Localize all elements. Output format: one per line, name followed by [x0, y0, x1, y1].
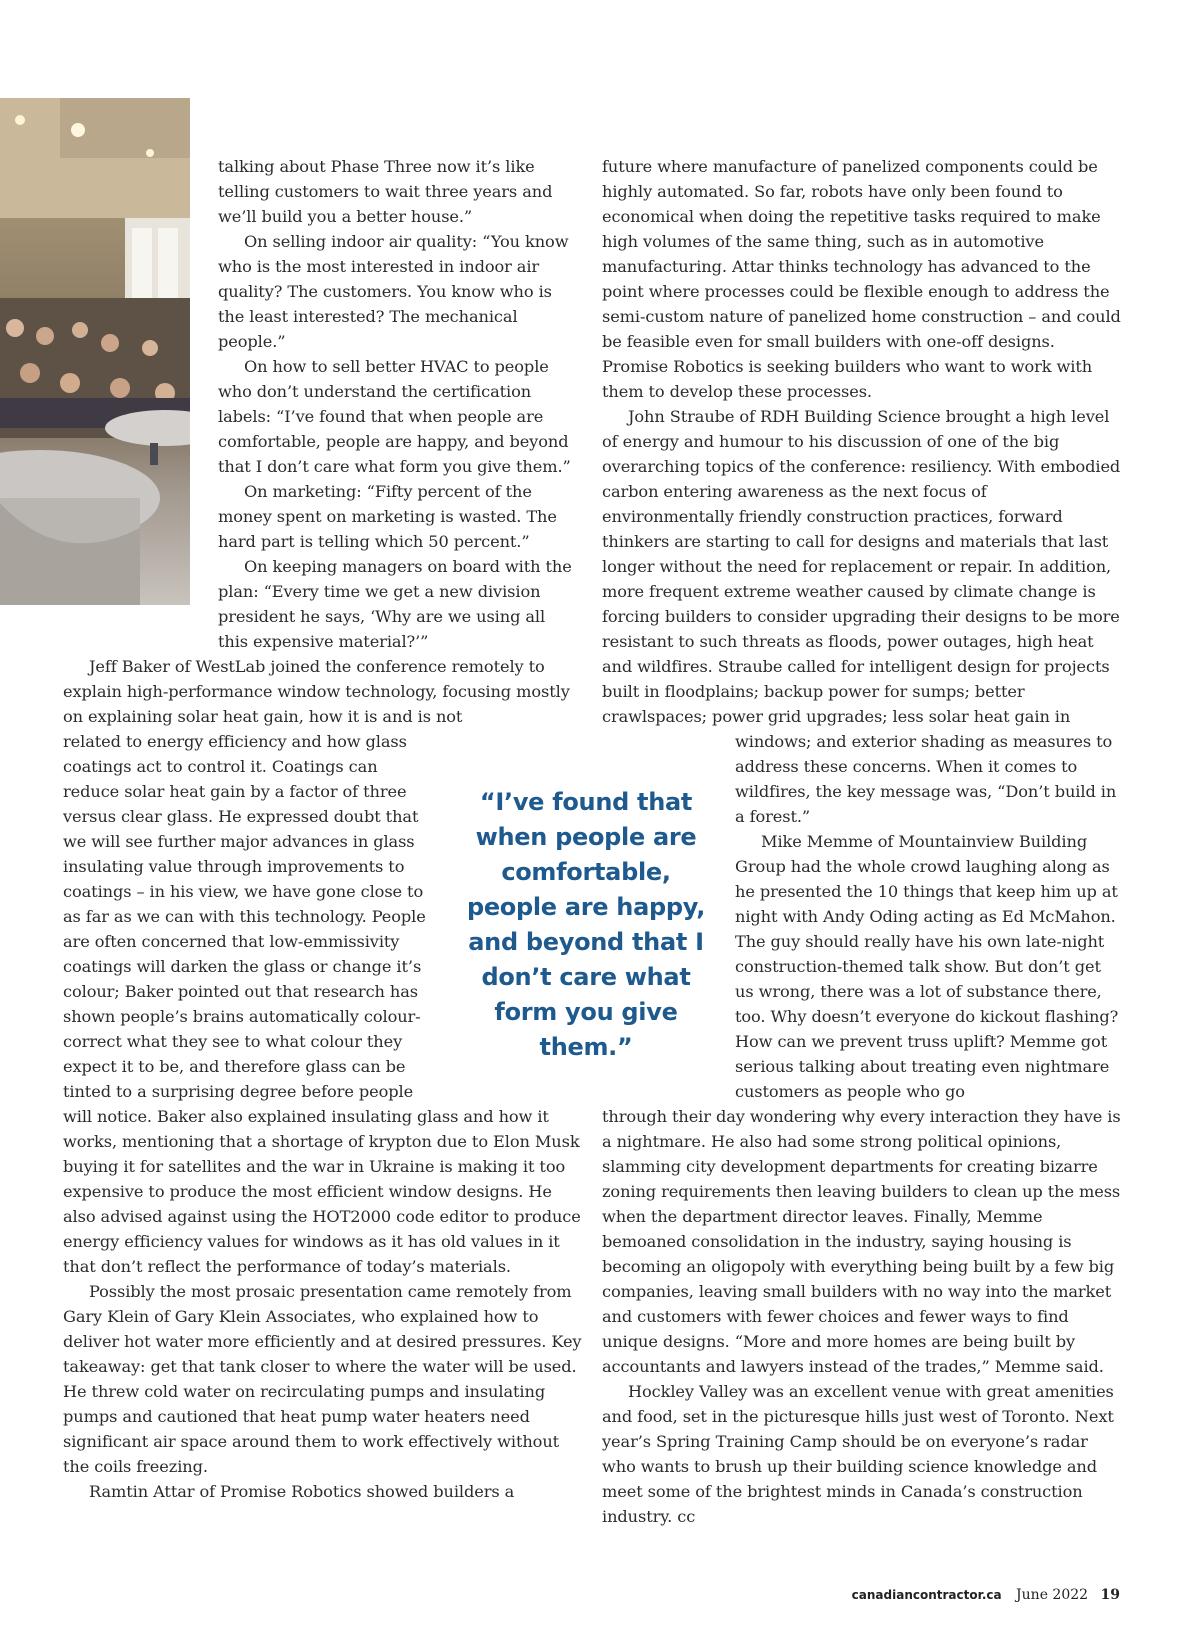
conference-photo-drawing: [0, 98, 190, 605]
paragraph: John Straube of RDH Building Science brought a high level of energy and humour to his discussion of one of the big overarching topics of the conference: resiliency. With embodied carbon entering awareness as the next focus of environmentally friendly construction practices, forward thinkers are starting to call for designs and materials that last longer without the need for replacement or repair. In addition, more frequent extreme weather caused by climate change is forcing builders to consider upgrading their designs to be more resistant to such threats as floods, power outages, high heat and wildfires. Straube called for intelligent design for projects built in floodplains; backup power for sumps; better crawlspaces; power grid upgrades; less solar heat gain in: [602, 407, 1121, 726]
article-column-left-top: [218, 154, 578, 654]
paragraph: Jeff Baker of WestLab joined the conference remotely to explain high-performance window technology, focusing mostly on explaining solar heat gain, how it is and is not: [63, 657, 570, 726]
page-footer: [852, 1587, 1120, 1603]
article-column-left-bottom: [63, 1104, 583, 1504]
article-column-right-bottom: [602, 1104, 1122, 1529]
paragraph: talking about Phase Three now it’s like telling customers to wait three years and we’ll build you a better house.”: [218, 157, 553, 226]
footer-date: June 2022: [1016, 1587, 1089, 1603]
paragraph: On marketing: “Fifty percent of the money spent on marketing is wasted. The hard part is telling which 50 percent.”: [218, 482, 557, 551]
paragraph: future where manufacture of panelized components could be highly automated. So far, robots have only been found to economical when doing the repetitive tasks required to make high volumes of the same thing, such as in automotive manufacturing. Attar thinks technology has advanced to the point where processes could be flexible enough to address the semi-custom nature of panelized home construction – and could be feasible even for small builders with one-off designs. Promise Robotics is seeking builders who want to work with them to develop these processes.: [602, 157, 1121, 401]
article-column-right-top: [602, 154, 1122, 729]
paragraph: Possibly the most prosaic presentation came remotely from Gary Klein of Gary Klein Associates, who explained how to deliver hot water more efficiently and at desired pressures. Key takeaway: get that tank closer to where the water will be used. He threw cold water on recirculating pumps and insulating pumps and cautioned that heat pump water heaters need significant air space around them to work effectively without the coils freezing.: [63, 1282, 582, 1476]
paragraph: On selling indoor air quality: “You know who is the most interested in indoor air quality? The customers. You know who is the least interested? The mechanical people.”: [218, 232, 569, 351]
paragraph: On how to sell better HVAC to people who don’t understand the certification labels: “I’ve found that when people are comfortable, people are happy, and beyond that I don’t care what form you give them.”: [218, 357, 571, 476]
conference-photo: [0, 98, 190, 605]
paragraph: Ramtin Attar of Promise Robotics showed builders a: [89, 1482, 515, 1501]
paragraph: windows; and exterior shading as measures to address these concerns. When it comes to wildfires, the key message was, “Don’t build in a forest.”: [735, 732, 1117, 826]
article-column-left-narrow: [63, 729, 438, 1104]
article-column-right-narrow: [735, 729, 1122, 1104]
paragraph: On keeping managers on board with the plan: “Every time we get a new division president he says, ‘Why are we using all this expensive material?’”: [218, 557, 572, 651]
paragraph: Mike Memme of Mountainview Building Group had the whole crowd laughing along as he presented the 10 things that keep him up at night with Andy Oding acting as Ed McMahon. The guy should really have his own late-night construction-themed talk show. But don’t get us wrong, there was a lot of substance there, too. Why doesn’t everyone do kickout flashing? How can we prevent truss uplift? Memme got serious talking about treating even nightmare customers as people who go: [735, 832, 1119, 1101]
paragraph: will notice. Baker also explained insulating glass and how it works, mentioning that a shortage of krypton due to Elon Musk buying it for satellites and the war in Ukraine is making it too expensive to produce the most efficient window designs. He also advised against using the HOT2000 code editor to produce energy efficiency values for windows as it has old values in it that don’t reflect the performance of today’s materials.: [63, 1107, 581, 1276]
paragraph: related to energy efficiency and how glass coatings act to control it. Coatings can reduce solar heat gain by a factor of three versus clear glass. He expressed doubt that we will see further major advances in glass insulating value through improvements to coatings – in his view, we have gone close to as far as we can with this technology. People are often concerned that low-emmissivity coatings will darken the glass or change it’s colour; Baker pointed out that research has shown people’s brains automatically colour-correct what they see to what colour they expect it to be, and therefore glass can be tinted to a surprising degree before people: [63, 732, 426, 1101]
article-column-left-mid: [63, 654, 583, 729]
page-number: 19: [1100, 1587, 1120, 1603]
footer-site: canadiancontractor.ca: [851, 1588, 1002, 1602]
paragraph: Hockley Valley was an excellent venue with great amenities and food, set in the picturesque hills just west of Toronto. Next year’s Spring Training Camp should be on everyone’s radar who wants to brush up their building science knowledge and meet some of the brightest minds in Canada’s construction industry. cc: [602, 1382, 1114, 1526]
paragraph: through their day wondering why every interaction they have is a nightmare. He also had some strong political opinions, slamming city development departments for creating bizarre zoning requirements then leaving builders to clean up the mess when the department director leaves. Finally, Memme bemoaned consolidation in the industry, saying housing is becoming an oligopoly with everything being built by a few big companies, leaving small builders with no way into the market and customers with fewer choices and fewer ways to find unique designs. “More and more homes are being built by accountants and lawyers instead of the trades,” Memme said.: [602, 1107, 1121, 1376]
pull-quote: “I’ve found that when people are comfortable, people are happy, and beyond that I don’t care what form you give them.”: [466, 788, 706, 1061]
